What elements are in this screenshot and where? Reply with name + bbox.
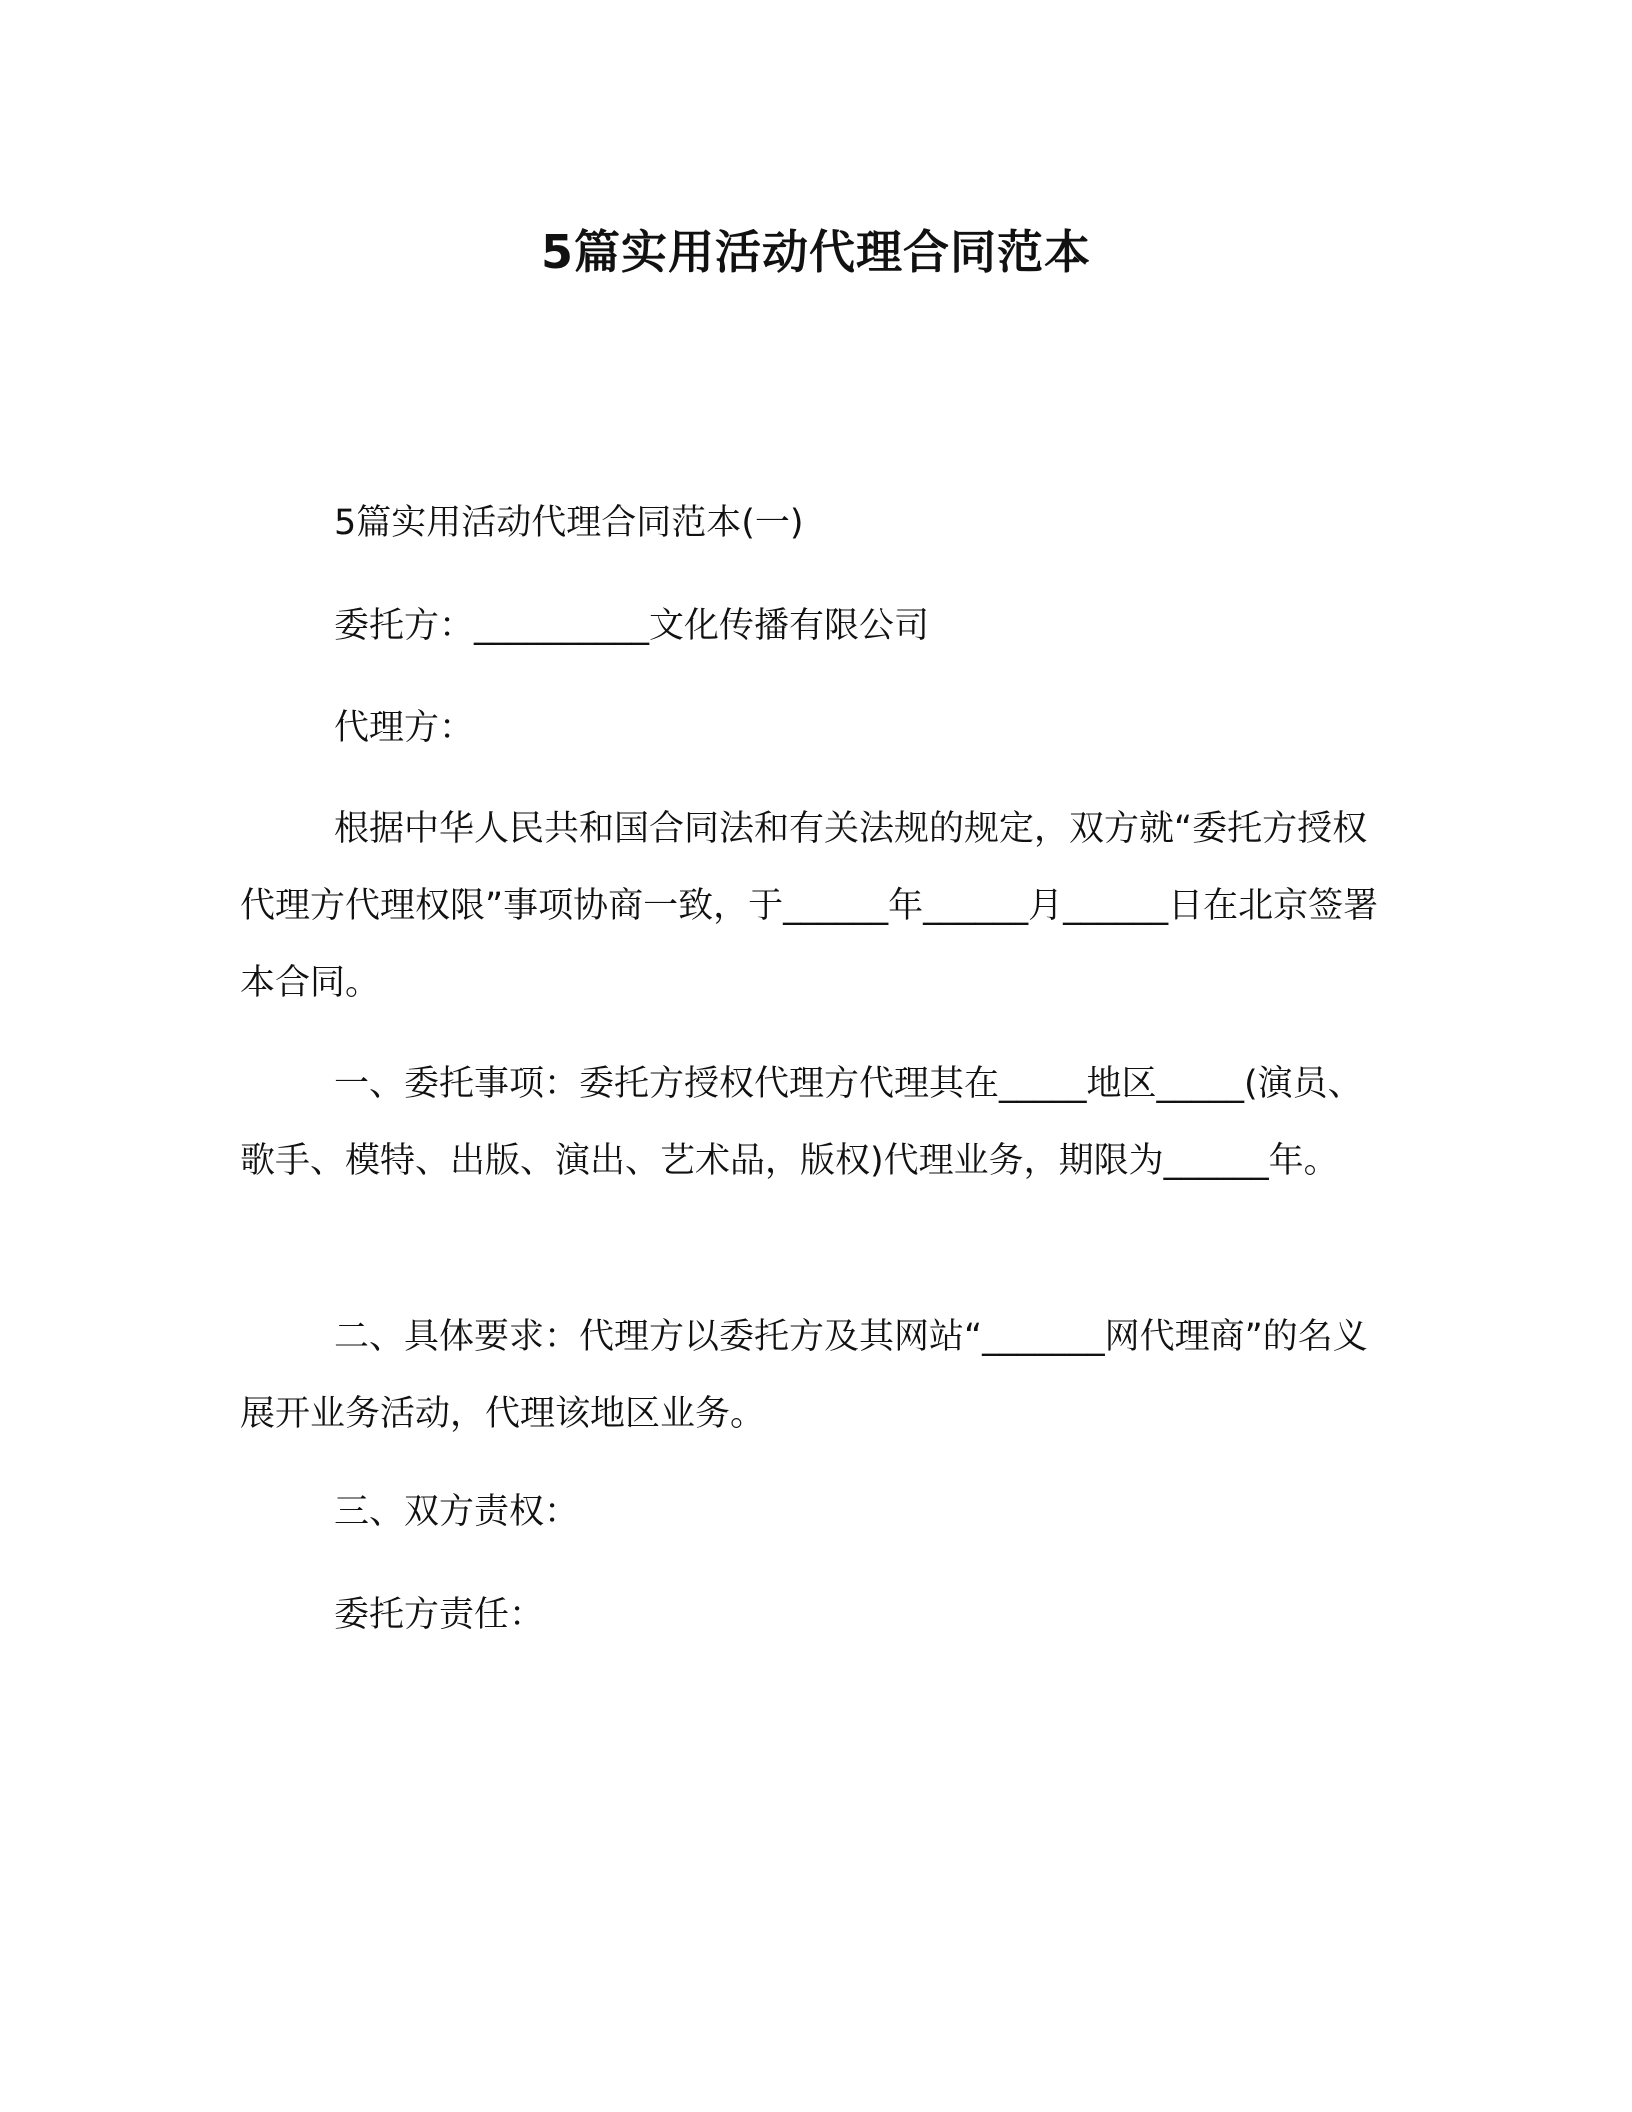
section-heading: 5篇实用活动代理合同范本(一) bbox=[334, 503, 804, 543]
agent-party: 代理方： bbox=[334, 708, 475, 748]
principal-party: 委托方：__________文化传播有限公司 bbox=[334, 606, 930, 646]
clause-3-heading: 三、双方责权： bbox=[334, 1492, 580, 1532]
preamble-paragraph: 根据中华人民共和国合同法和有关法规的规定，双方就“委托方授权代理方代理权限”事项协商一致，于______年______月______日在北京签署本合同。 bbox=[240, 809, 1379, 1003]
clause-2-paragraph: 二、具体要求：代理方以委托方及其网站“_______网代理商”的名义展开业务活动，代理该地区业务。 bbox=[240, 1317, 1368, 1434]
clause-1-paragraph: 一、委托事项：委托方授权代理方代理其在_____地区_____(演员、歌手、模特、出版、演出、艺术品，版权)代理业务，期限为______年。 bbox=[240, 1064, 1363, 1181]
document-title: 5篇实用活动代理合同范本 bbox=[540, 225, 1091, 279]
principal-responsibility-heading: 委托方责任： bbox=[334, 1595, 545, 1635]
